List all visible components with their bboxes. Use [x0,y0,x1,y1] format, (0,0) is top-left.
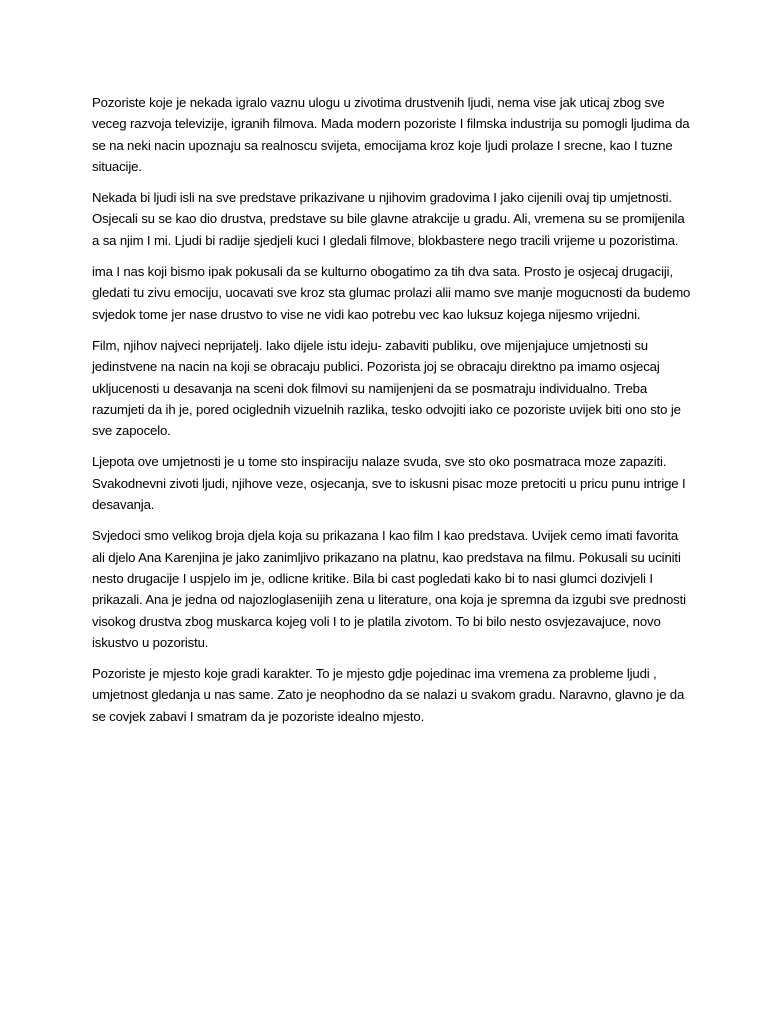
paragraph-5: Ljepota ove umjetnosti je u tome sto inspiraciju nalaze svuda, sve sto oko posmatraca moze zapaziti. Svakodnevni zivoti ljudi, njihove veze, osjecanja, sve to iskusni pisac moze pretociti u pricu punu intrige I desavanja. [92,454,686,513]
paragraph-6: Svjedoci smo velikog broja djela koja su prikazana I kao film I kao predstava. Uvijek cemo imati favorita ali djelo Ana Karenjina je jako zanimljivo prikazano na platnu, kao predstava na filmu. Pokusali su uciniti nesto drugacije I uspjelo im je, odlicne kritike. Bila bi cast pogledati kako bi to nasi glumci dozivjeli I prikazali. Ana je jedna od najozloglasenijih zena u literature, ona koja je spremna da izgubi sve prednosti visokog drustva zbog muskarca kojeg voli I to je platila zivotom. To bi bilo nesto osvjezavajuce, novo iskustvo u pozoristu. [92,528,686,650]
paragraph-3: ima I nas koji bismo ipak pokusali da se kulturno obogatimo za tih dva sata. Prosto je osjecaj drugaciji, gledati tu zivu emociju, uocavati sve kroz sta glumac prolazi alii mamo sve manje mogucnosti da budemo svjedok tome jer nase drustvo to vise ne vidi kao potrebu vec kao luksuz kojega nijesmo vrijedni. [92,264,691,322]
paragraph-4: Film, njihov najveci neprijatelj. Iako dijele istu ideju- zabaviti publiku, ove mijenjajuce umjetnosti su jedinstvene na nacin na koji se obracaju publici. Pozorista joj se obracaju direktno pa imamo osjecaj ukljucenosti u desavanja na sceni dok filmovi su namijenjeni da se posmatraju individualno. Treba razumjeti da ih je, pored ociglednih vizuelnih razlika, tesko odvojiti iako ce pozoriste uvijek biti ono sto je sve zapocelo. [92,337,681,439]
paragraph-7: Pozoriste je mjesto koje gradi karakter. To je mjesto gdje pojedinac ima vremena za probleme ljudi , umjetnost gledanja u nas same. Zato je neophodno da se nalazi u svakom gradu. Naravno, glavno je da se covjek zabavi I smatram da je pozoriste idealno mjesto. [92,666,685,724]
document-body [92,92,692,737]
paragraph-2: Nekada bi ljudi isli na sve predstave prikazivane u njihovim gradovima I jako cijenili ovaj tip umjetnosti. Osjecali su se kao dio drustva, predstave su bile glavne atrakcije u gradu. Ali, vremena su se promijenila a sa njim I mi. Ljudi bi radije sjedjeli kuci I gledali filmove, blokbastere nego tracili vrijeme u pozoristima. [92,190,685,248]
paragraph-1: Pozoriste koje je nekada igralo vaznu ulogu u zivotima drustvenih ljudi, nema vise jak uticaj zbog sve veceg razvoja televizije, igranih filmova. Mada modern pozoriste I filmska industrija su pomogli ljudima da se na neki nacin upoznaju sa realnoscu svijeta, emocijama kroz koje ljudi prolaze I srecne, kao I tuzne situacije. [92,95,690,174]
